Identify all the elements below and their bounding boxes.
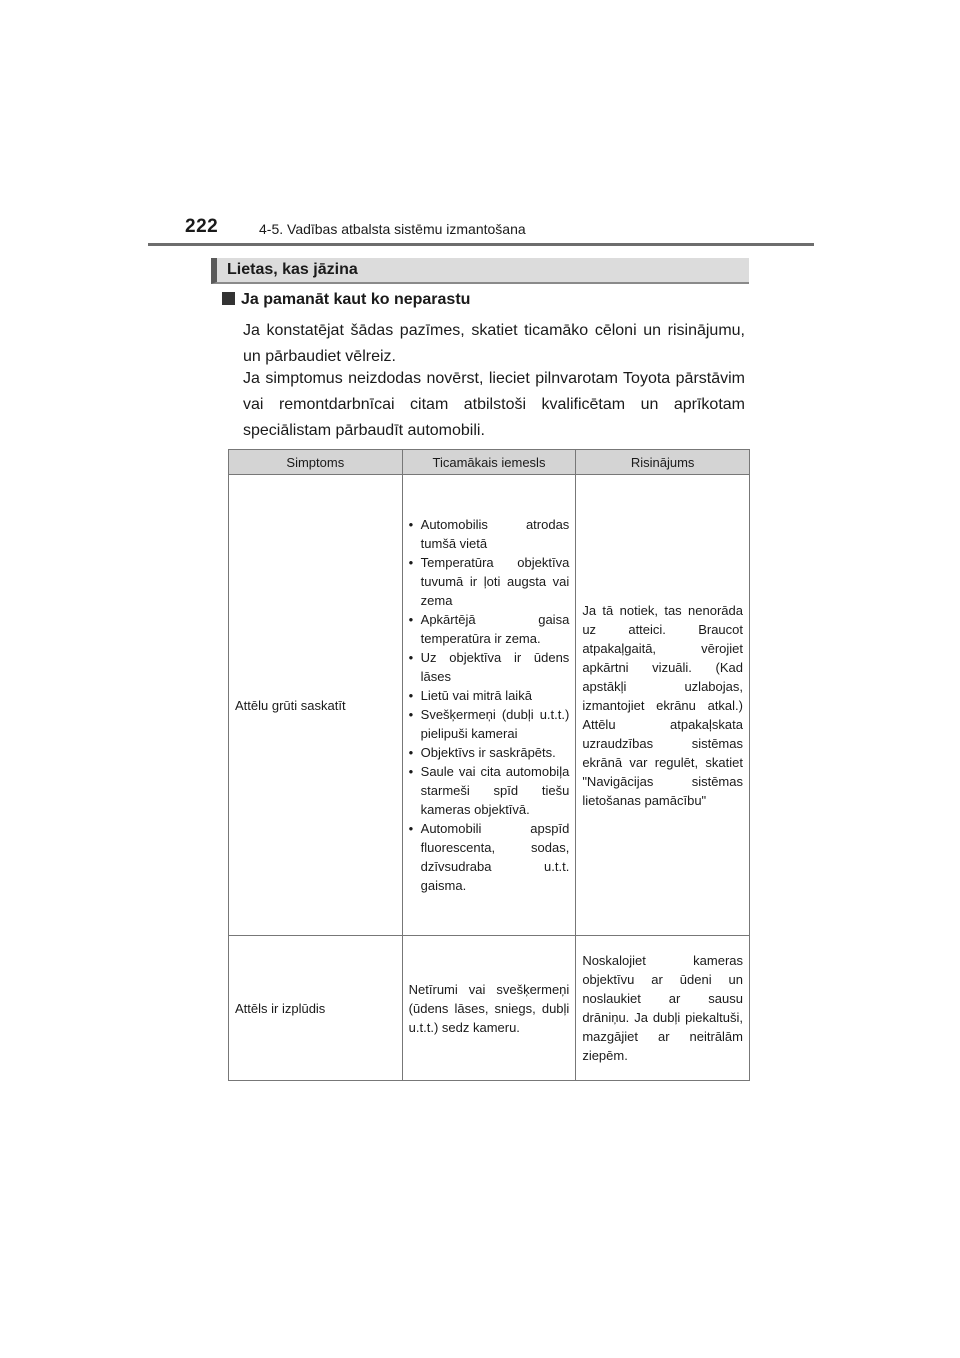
table-row [229, 936, 750, 1081]
symptom-cell: Attēls ir izplūdis [229, 936, 403, 1081]
symptoms-table [228, 449, 750, 1081]
paragraph-2: Ja simptomus neizdodas novērst, lieciet pilnvarotam Toyota pārstāvim vai remontdarbnīcai citam atbilstoši kvalificētam un aprīkotam speciālistam pārbaudīt automobili. [243, 370, 745, 439]
list-item: • Apkārtējā gaisa temperatūra ir zema. [409, 610, 570, 648]
page-number: 222 [185, 216, 219, 237]
list-item: • Uz objektīva ir ūdens lāses [409, 648, 570, 686]
solution-cell: Ja tā notiek, tas nenorāda uz atteici. Braucot atpakaļgaitā, vērojiet apkārtni vizuāli. (Kad apstākļi uzlabojas, izmantojiet ekrānu atkal.) Attēlu atpakaļskata uzraudzības sistēmas ekrānā var regulēt, skatiet "Navigācijas sistēmas lietošanas pamācību" [576, 475, 750, 936]
list-item: • Objektīvs ir saskrāpēts. [409, 743, 570, 762]
list-item: • Automobilis atrodas tumšā vietā [409, 515, 570, 553]
section-title: 4-5. Vadības atbalsta sistēmu izmantošana [259, 221, 526, 237]
solution-cell: Noskalojiet kameras objektīvu ar ūdeni un noslaukiet ar sausu drāniņu. Ja dubļi piekaltuši, mazgājiet ar neitrālām ziepēm. [576, 936, 750, 1081]
paragraph-1: Ja konstatējat šādas pazīmes, skatiet ticamāko cēloni un risinājumu, un pārbaudiet vēlreiz. [243, 322, 745, 365]
square-bullet-icon [222, 292, 235, 305]
symptom-cell: Attēlu grūti saskatīt [229, 475, 403, 936]
subheading-text: Ja pamanāt kaut ko neparastu [241, 291, 471, 308]
header-divider [148, 243, 814, 246]
list-item: • Saule vai cita automobiļa starmeši spīd tiešu kameras objektīvā. [409, 762, 570, 819]
info-box-title [211, 258, 749, 284]
cause-cell: Netīrumi vai svešķermeņi (ūdens lāses, sniegs, dubļi u.t.t.) sedz kameru. [402, 936, 576, 1081]
list-item: • Automobili apspīd fluorescenta, sodas, dzīvsudraba u.t.t. gaisma. [409, 819, 570, 895]
list-item: • Lietū vai mitrā laikā [409, 686, 570, 705]
table-header-row [229, 450, 750, 475]
subheading [222, 291, 470, 309]
cause-list [409, 515, 570, 895]
list-item: • Svešķermeņi (dubļi u.t.t.) pielipuši kamerai [409, 705, 570, 743]
info-box-title-text: Lietas, kas jāzina [227, 261, 358, 278]
header-cause: Ticamākais iemesls [402, 450, 576, 475]
table-row [229, 475, 750, 936]
header-solution: Risinājums [576, 450, 750, 475]
list-item: • Temperatūra objektīva tuvumā ir ļoti augsta vai zema [409, 553, 570, 610]
cause-cell [402, 475, 576, 936]
header-symptom: Simptoms [229, 450, 403, 475]
